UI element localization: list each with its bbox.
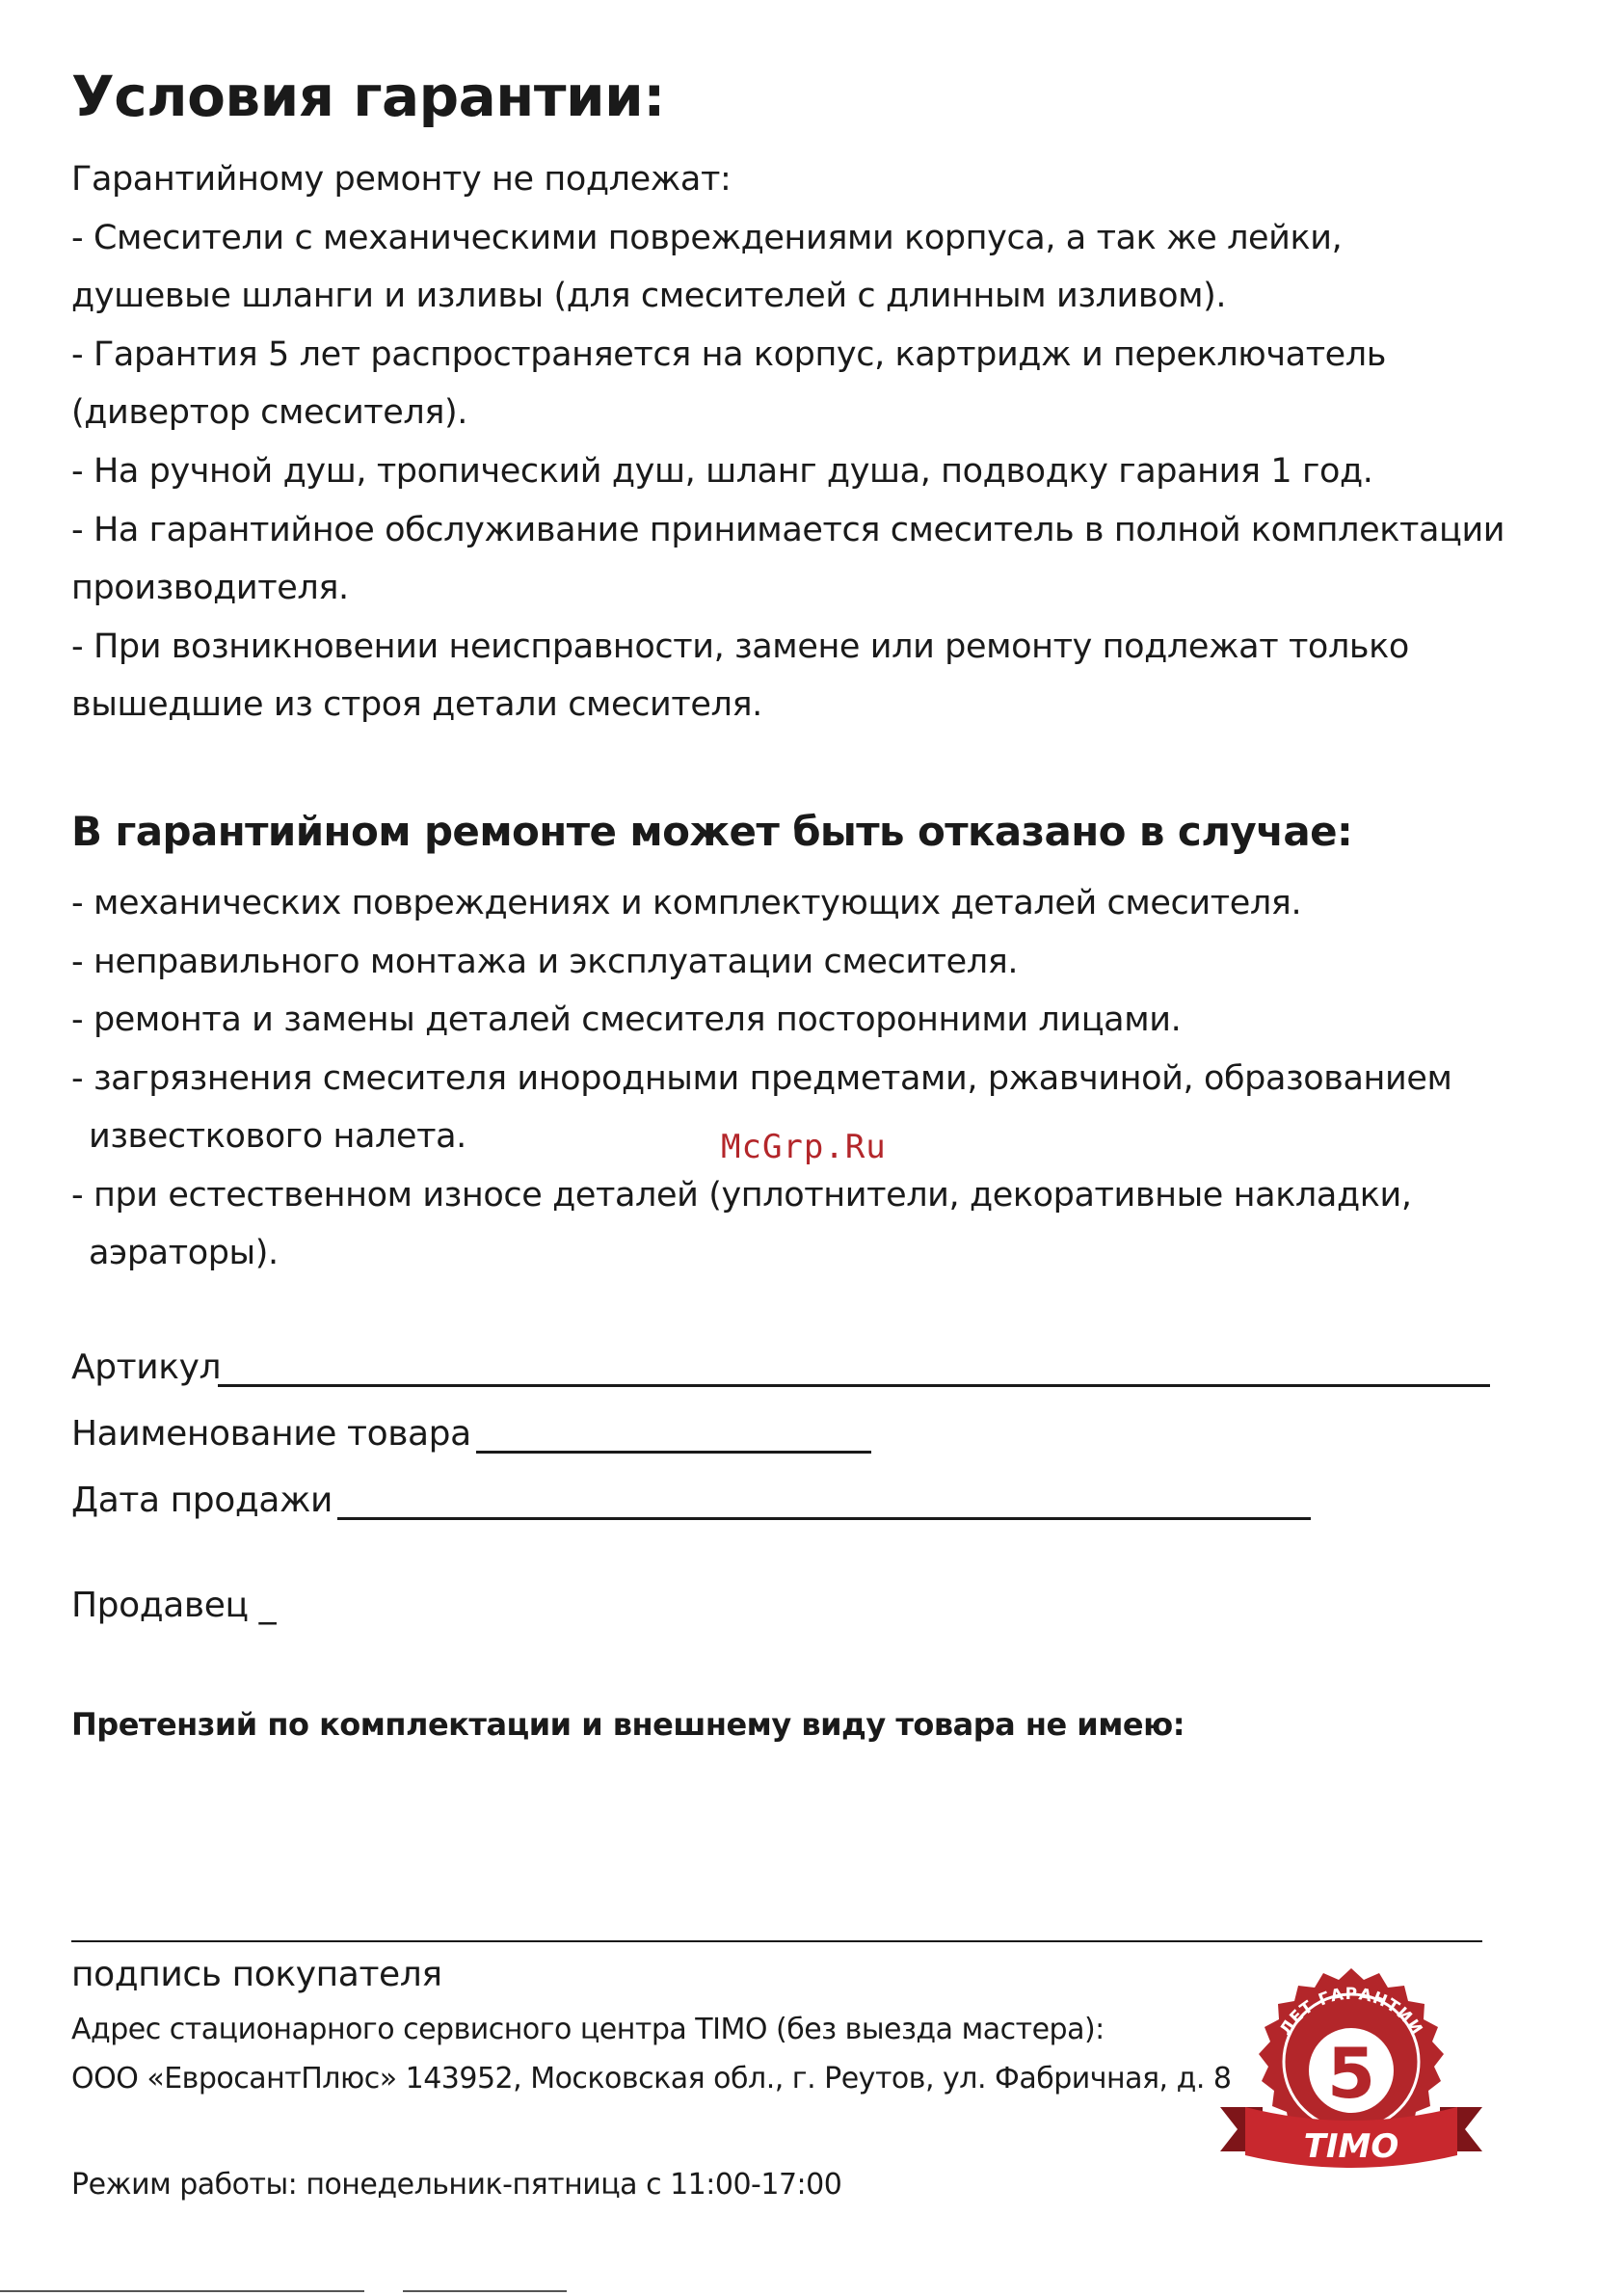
- watermark: McGrp.Ru: [721, 1128, 887, 1166]
- terms-line: - При возникновении неисправности, замене или ремонту подлежат только: [71, 627, 1409, 666]
- terms-line: - На гарантийное обслуживание принимается смеситель в полной комплектации: [71, 511, 1505, 549]
- terms-line: (дивертор смесителя).: [71, 393, 468, 432]
- product-name-label: Наименование товара: [71, 1414, 471, 1454]
- refusal-heading: В гарантийном ремонте может быть отказано в случае:: [71, 808, 1353, 855]
- badge-brand: TIMO: [1303, 2127, 1399, 2166]
- refusal-line: - загрязнения смесителя инородными предметами, ржавчиной, образованием: [71, 1059, 1452, 1098]
- service-address-title: Адрес стационарного сервисного центра TIMO (без выезда мастера):: [71, 2013, 1105, 2046]
- refusal-line: известкового налета.: [89, 1117, 466, 1156]
- page-title: Условия гарантии:: [71, 64, 665, 129]
- terms-line: душевые шланги и изливы (для смесителей с длинным изливом).: [71, 277, 1227, 315]
- refusal-line: аэраторы).: [89, 1234, 279, 1272]
- signature-caption: подпись покупателя: [71, 1955, 442, 1994]
- sale-date-label: Дата продажи: [71, 1481, 333, 1520]
- terms-line: - На ручной душ, тропический душ, шланг душа, подводку гарания 1 год.: [71, 452, 1373, 491]
- terms-line: производителя.: [71, 569, 349, 607]
- warranty-5-years-badge: [1216, 1962, 1486, 2184]
- terms-line: вышедшие из строя детали смесителя.: [71, 685, 762, 724]
- refusal-line: - при естественном износе деталей (уплотнители, декоративные накладки,: [71, 1176, 1412, 1215]
- service-hours: Режим работы: понедельник-пятница с 11:00-17:00: [71, 2168, 842, 2202]
- badge-arc-text: ЛЕТ ГАРАНТИИ: [1276, 1984, 1426, 2040]
- article-field-line[interactable]: [218, 1384, 1490, 1387]
- footer-rule: [0, 2290, 364, 2292]
- terms-line: - Смесители с механическими повреждениями корпуса, а так же лейки,: [71, 219, 1343, 257]
- claims-statement: Претензий по комплектации и внешнему виду товара не имею:: [71, 1706, 1185, 1743]
- terms-line: - Гарантия 5 лет распространяется на корпус, картридж и переключатель: [71, 335, 1387, 374]
- terms-intro: Гарантийному ремонту не подлежат:: [71, 160, 732, 199]
- refusal-line: - механических повреждениях и комплектующих деталей смесителя.: [71, 884, 1302, 922]
- footer-rule: [403, 2290, 567, 2292]
- badge-number: 5: [1326, 2033, 1376, 2114]
- refusal-line: - ремонта и замены деталей смесителя посторонними лицами.: [71, 1001, 1182, 1039]
- seller-label: Продавец _: [71, 1586, 277, 1625]
- service-address: ООО «ЕвросантПлюс» 143952, Московская обл., г. Реутов, ул. Фабричная, д. 8: [71, 2062, 1232, 2096]
- signature-line[interactable]: [71, 1940, 1482, 1942]
- sale-date-field-line[interactable]: [337, 1517, 1311, 1520]
- article-label: Артикул: [71, 1348, 222, 1387]
- refusal-line: - неправильного монтажа и эксплуатации смесителя.: [71, 943, 1019, 981]
- product-name-field-line[interactable]: [476, 1451, 871, 1454]
